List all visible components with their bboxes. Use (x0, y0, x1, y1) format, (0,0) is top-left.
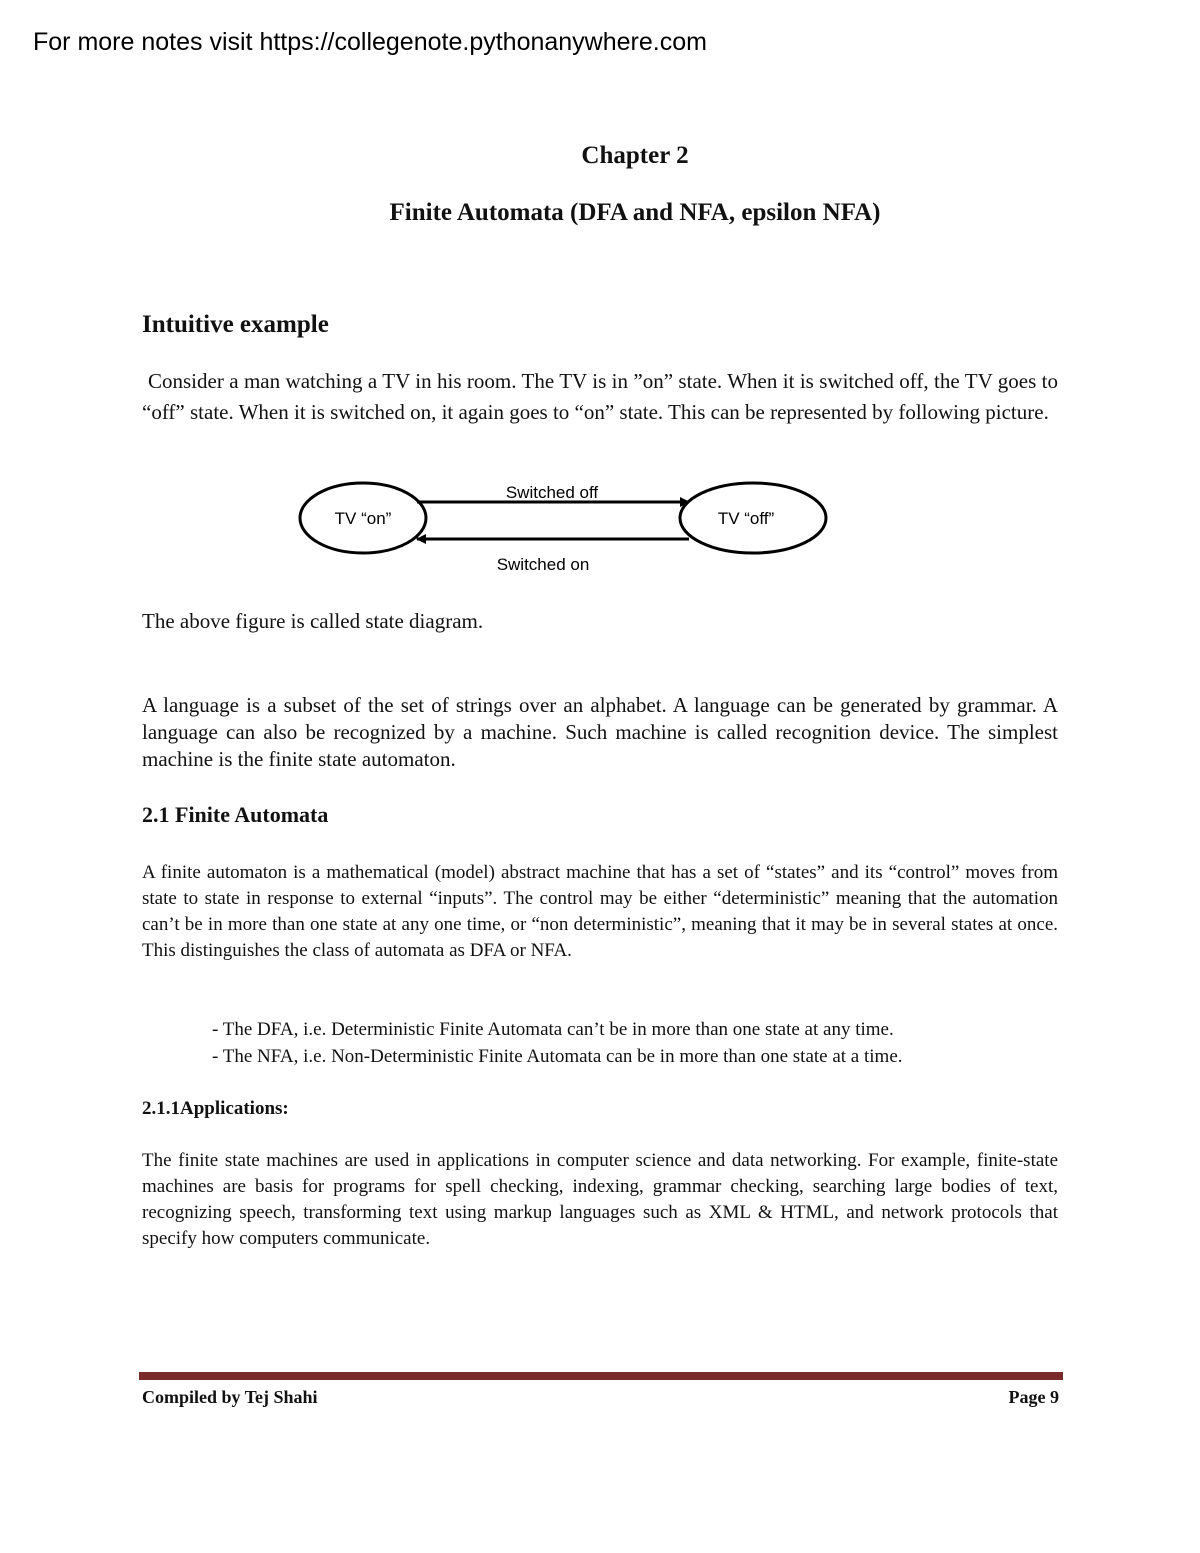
state-on-label: TV “on” (334, 509, 392, 528)
footer-author: Compiled by Tej Shahi (142, 1387, 318, 1407)
footer-rule (139, 1372, 1063, 1380)
list-item-nfa: - The NFA, i.e. Non-Deterministic Finite Automata can be in more than one state at a time. (212, 1046, 903, 1067)
intuitive-example-heading: Intuitive example (142, 311, 329, 338)
chapter-heading: Chapter 2 (581, 142, 689, 169)
applications-paragraph: The finite state machines are used in applications in computer science and data networking. For example, finite-state machines are basis for programs for spell checking, indexing, grammar checking, searching large bodies of text, recognizing speech, transforming text using markup languages such as XML & HTML, and network protocols that specify how computers communicate. (142, 1150, 1058, 1249)
state-off-label: TV “off” (717, 509, 775, 528)
diagram-caption: The above figure is called state diagram. (142, 609, 484, 633)
footer-page-number: Page 9 (1008, 1387, 1059, 1407)
list-item-dfa: - The DFA, i.e. Deterministic Finite Automata can’t be in more than one state at any time. (212, 1019, 894, 1040)
automata-type-list (212, 1016, 903, 1070)
finite-automata-paragraph: A finite automaton is a mathematical (model) abstract machine that has a set of “states” and its “control” moves from state to state in response to external “inputs”. The control may be either “deterministic” meaning that the automation can’t be in more than one state at any one time, or “non deterministic”, meaning that it may be in several states at once. This distinguishes the class of automata as DFA or NFA. (142, 862, 1058, 961)
intuitive-example-paragraph: Consider a man watching a TV in his room. The TV is in ”on” state. When it is switched off, the TV goes to “off” state. When it is switched on, it again goes to “on” state. This can be represented by following picture. (142, 369, 1058, 424)
watermark-text: For more notes visit https://collegenote.pythonanywhere.com (33, 28, 707, 56)
language-paragraph: A language is a subset of the set of strings over an alphabet. A language can be generated by grammar. A language can also be recognized by a machine. Such machine is called recognition device. The simplest machine is the finite state automaton. (142, 693, 1058, 771)
switched-off-label: Switched off (505, 483, 599, 502)
switched-on-label: Switched on (496, 555, 590, 574)
applications-heading: 2.1.1Applications: (142, 1098, 289, 1119)
chapter-title: Finite Automata (DFA and NFA, epsilon NFA) (389, 199, 881, 226)
tv-state-diagram (290, 476, 840, 581)
finite-automata-heading: 2.1 Finite Automata (142, 802, 329, 827)
